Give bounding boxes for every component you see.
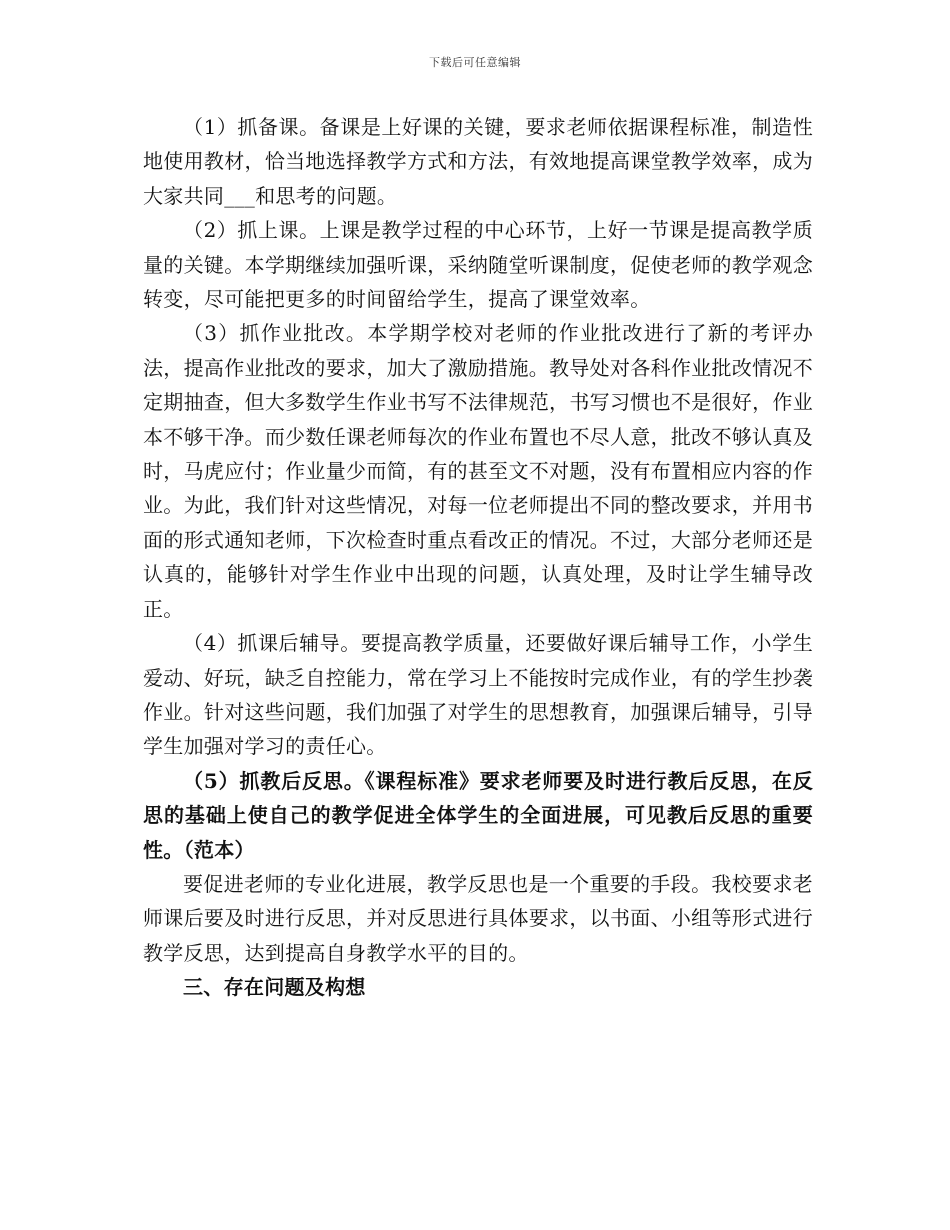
paragraph-homework-grading: （3）抓作业批改。本学期学校对老师的作业批改进行了新的考评办法，提高作业批改的要求，加大了激励措施。教导处对各科作业批改情况不定期抽查，但大多数学生作业书写不法律规范，书写习惯也不是很好，作业本不够干净。而少数任课老师每次的作业布置也不尽人意，批改不够认真及时，马虎应付；作业量少而简，有的甚至文不对题，没有布置相应内容的作业。为此，我们针对这些情况，对每一位老师提出不同的整改要求，并用书面的形式通知老师，下次检查时重点看改正的情况。不过，大部分老师还是认真的，能够针对学生作业中出现的问题，认真处理，及时让学生辅导改正。 — [143, 321, 813, 621]
paragraph-teaching-reflection: （5）抓教后反思。《课程标准》要求老师要及时进行教后反思，在反思的基础上使自己的教学促进全体学生的全面进展，可见教后反思的重要性。（范本） — [143, 768, 813, 862]
paragraph-professional-development: 要促进老师的专业化进展，教学反思也是一个重要的手段。我校要求老师课后要及时进行反思，并对反思进行具体要求，以书面、小组等形式进行教学反思，达到提高自身教学水平的目的。 — [143, 871, 813, 965]
paragraph-after-class-tutoring: （4）抓课后辅导。要提高教学质量，还要做好课后辅导工作，小学生爱动、好玩，缺乏自控能力，常在学习上不能按时完成作业，有的学生抄袭作业。针对这些问题，我们加强了对学生的思想教育，加强课后辅导，引导学生加强对学习的责任心。 — [143, 631, 813, 759]
section-heading: 三、存在问题及构想 — [183, 975, 366, 1000]
page-header: 下载后可任意编辑 — [429, 56, 521, 69]
document-body — [143, 110, 813, 1005]
paragraph-class-teaching: （2）抓上课。上课是教学过程的中心环节，上好一节课是提高教学质量的关键。本学期继续加强听课，采纳随堂听课制度，促使老师的教学观念转变，尽可能把更多的时间留给学生，提高了课堂效率。 — [143, 218, 813, 312]
paragraph-lesson-prep: （1）抓备课。备课是上好课的关键，要求老师依据课程标准，制造性地使用教材，恰当地选择教学方式和方法，有效地提高课堂教学效率，成为大家共同___和思考的问题。 — [143, 115, 813, 208]
